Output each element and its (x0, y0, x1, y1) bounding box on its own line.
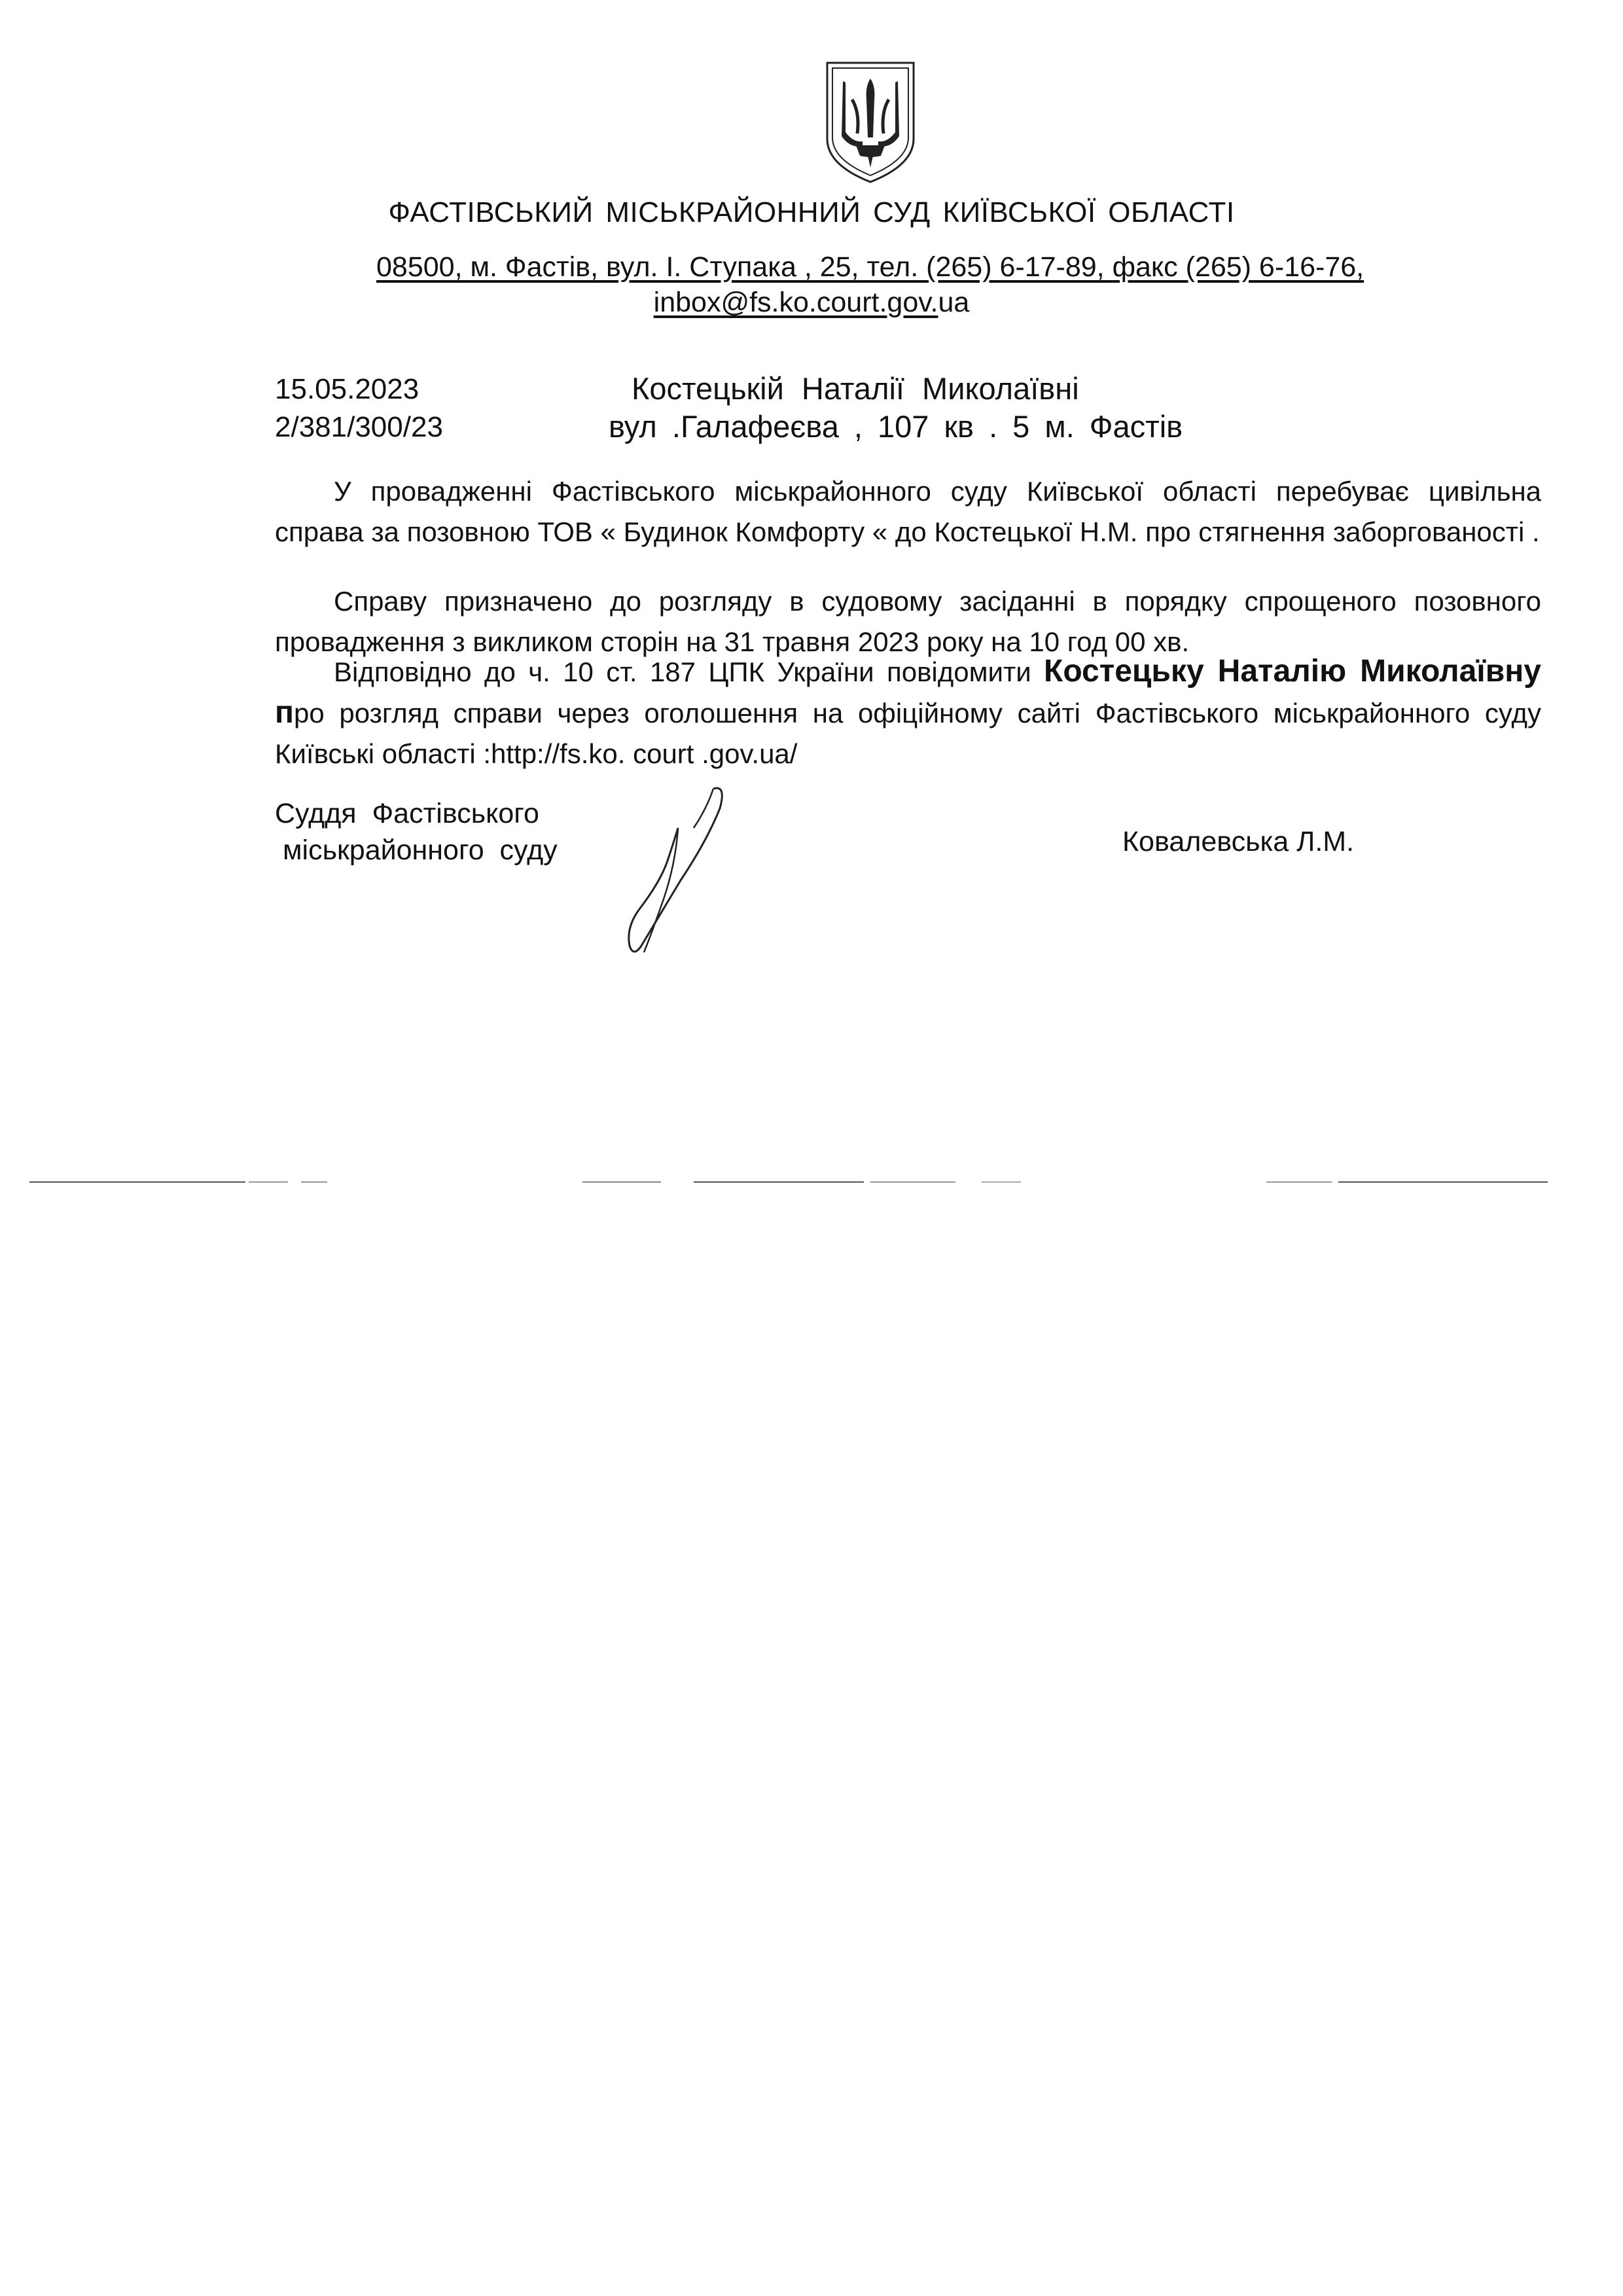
paragraph-text (275, 651, 1541, 774)
court-email-link[interactable]: inbox@fs.ko.court.gov. (653, 287, 938, 318)
scan-artifact-line (301, 1181, 327, 1183)
court-email-line (0, 287, 1623, 319)
scan-artifact-line (1266, 1181, 1332, 1183)
case-number: 2/381/300/23 (275, 411, 443, 443)
paragraph-3-end: ро розгляд справи через оголошення на офіційному сайті Фастівського міськрайонного суду Київські області :http://fs.ko. court .gov.ua/ (275, 698, 1541, 769)
paragraph-text: Справу призначено до розгляду в судовому засіданні в порядку спрощеного позовного провадження з викликом сторін на 31 травня 2023 року на 10 год 00 хв. (275, 586, 1541, 657)
letter-body-paragraph-2 (275, 581, 1541, 662)
scan-artifact-line (249, 1181, 288, 1183)
ukraine-trident-coat-of-arms-icon (823, 60, 918, 185)
court-name-heading: ФАСТІВСЬКИЙ МІСЬКРАЙОННИЙ СУД КИЇВСЬКОЇ ОБЛАСТІ (388, 196, 1235, 228)
recipient-name: Костецькій Наталії Миколаївні (632, 371, 1079, 406)
scan-artifact-line (1338, 1181, 1548, 1183)
scan-artifact-line (870, 1181, 955, 1183)
paragraph-text: У провадженні Фастівського міськрайонного суду Київської області перебуває цивільна справа за позовною ТОВ « Будинок Комфорту « до Костецької Н.М. про стягнення заборгованості . (275, 476, 1541, 547)
court-address-line: 08500, м. Фастів, вул. І. Ступака , 25, тел. (265) 6-17-89, факс (265) 6-16-76, (376, 251, 1364, 283)
scan-artifact-line (29, 1181, 245, 1183)
court-email-suffix: ua (938, 287, 970, 318)
letter-date: 15.05.2023 (275, 373, 419, 405)
paragraph-3-start: Відповідно до ч. 10 ст. 187 ЦПК України повідомити (334, 656, 1044, 687)
scan-artifact-line (982, 1181, 1021, 1183)
judge-name: Ковалевська Л.М. (1122, 826, 1355, 857)
letter-body-paragraph-3 (275, 651, 1541, 774)
letter-body-paragraph-1 (275, 471, 1541, 552)
judge-title: Суддя Фастівського міськрайонного суду (275, 798, 558, 866)
scan-artifact-line (582, 1181, 661, 1183)
recipient-name-bold: Костецьку Наталію Миколаївну п (275, 654, 1541, 730)
handwritten-signature-icon (615, 782, 726, 959)
scan-artifact-line (694, 1181, 864, 1183)
recipient-address: вул .Галафеєва , 107 кв . 5 м. Фастів (609, 409, 1183, 444)
